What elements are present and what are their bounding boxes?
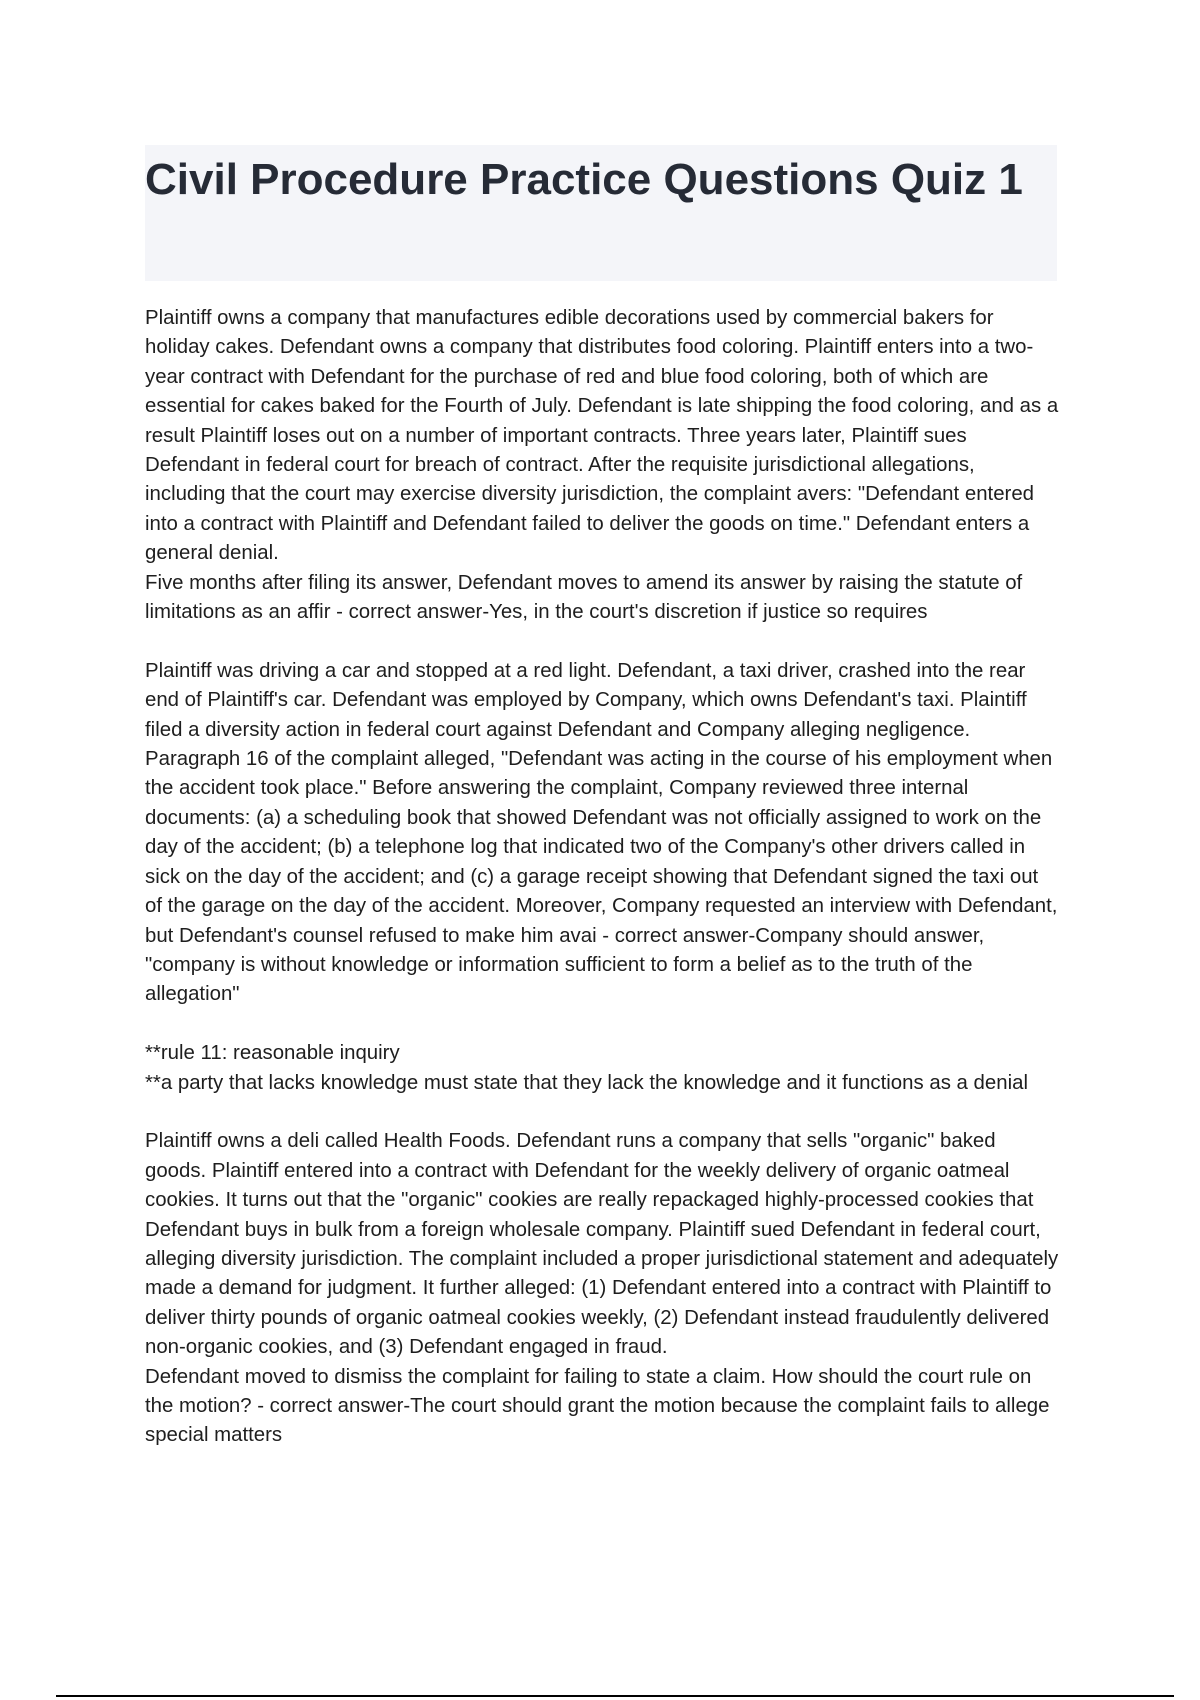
title-block [145, 145, 1057, 281]
question-block-1 [145, 304, 1060, 627]
question-1-text: Plaintiff owns a company that manufactures edible decorations used by commercial bakers for holiday cakes. Defendant owns a company that distributes food coloring. Plaintiff enters into a two-year contract with Defendant for the purchase of red and blue food coloring, both of which are essential for cakes baked for the Fourth of July. Defendant is late shipping the food coloring, and as a result Plaintiff loses out on a number of important contracts. Three years later, Plaintiff sues Defendant in federal court for breach of contract. After the requisite jurisdictional allegations, including that the court may exercise diversity jurisdiction, the complaint avers: "Defendant entered into a contract with Plaintiff and Defendant failed to deliver the goods on time." Defendant enters a general denial. [145, 307, 1059, 565]
question-3-answer: Defendant moved to dismiss the complaint for failing to state a claim. How should the court rule on the motion? - correct answer-The court should grant the motion because the complaint fails to allege special matters [145, 1365, 1050, 1447]
question-3-text: Plaintiff owns a deli called Health Foods. Defendant runs a company that sells "organic" baked goods. Plaintiff entered into a contract with Defendant for the weekly delivery of organic oatmeal cookies. It turns out that the "organic" cookies are really repackaged highly-processed cookies that Defendant buys in bulk from a foreign wholesale company. Plaintiff sued Defendant in federal court, alleging diversity jurisdiction. The complaint included a proper jurisdictional statement and adequately made a demand for judgment. It further alleged: (1) Defendant entered into a contract with Plaintiff to deliver thirty pounds of organic oatmeal cookies weekly, (2) Defendant instead fraudulently delivered non-organic cookies, and (3) Defendant engaged in fraud. [145, 1130, 1059, 1359]
page-title: Civil Procedure Practice Questions Quiz 1 [145, 155, 1023, 204]
note-lack-knowledge: **a party that lacks knowledge must state that they lack the knowledge and it functions as a denial [145, 1071, 1028, 1094]
notes-block [145, 1039, 1060, 1098]
question-1-answer: Five months after filing its answer, Defendant moves to amend its answer by raising the statute of limitations as an affir - correct answer-Yes, in the court's discretion if justice so requires [145, 571, 1023, 624]
footer-divider [56, 1695, 1174, 1697]
question-block-2 [145, 657, 1060, 1010]
question-block-3 [145, 1127, 1060, 1450]
question-2-text: Plaintiff was driving a car and stopped at a red light. Defendant, a taxi driver, crashed into the rear end of Plaintiff's car. Defendant was employed by Company, which owns Defendant's taxi. Plaintiff filed a diversity action in federal court against Defendant and Company alleging negligence. Paragraph 16 of the complaint alleged, "Defendant was acting in the course of his employment when the accident took place." Before answering the complaint, Company reviewed three internal documents: (a) a scheduling book that showed Defendant was not officially assigned to work on the day of the accident; (b) a telephone log that indicated two of the Company's other drivers called in sick on the day of the accident; and (c) a garage receipt showing that Defendant signed the taxi out of the garage on the day of the accident. Moreover, Company requested an interview with Defendant, but Defendant's counsel refused to make him avai - correct answer-Company should answer, "company is without knowledge or information sufficient to form a belief as to the truth of the allegation" [145, 659, 1058, 1006]
document-body [145, 304, 1060, 1480]
note-rule-11: **rule 11: reasonable inquiry [145, 1042, 400, 1065]
